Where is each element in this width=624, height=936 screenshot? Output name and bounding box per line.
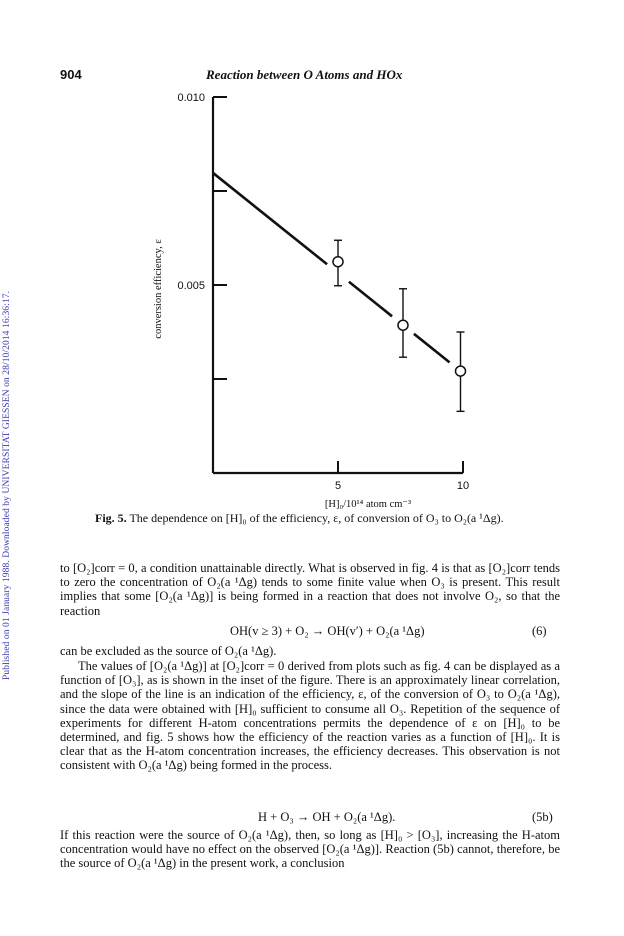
x-tick-label: 5 bbox=[334, 480, 342, 492]
figure-caption bbox=[95, 511, 504, 526]
paragraph-3: The values of [O₂(a ¹Δg)] at [O₂]corr = 0 derived from plots such as fig. 4 can be displayed as a function of [O₃], as is shown in the inset of the figure. There is an approximately linear correlation, and the slope of the line is an indication of the efficiency, ε, of the conversion of O₃ to O₂(a ¹Δg), since the data were obtained with [H]₀ sufficient to consume all O₃. Repetition of the sequence of experiments for different H-atom concentrations permits the dependence of ε on [H]₀ to be determined, and fig. 5 shows how the efficiency of the reaction varies as a function of [H]₀. It is clear that as the H-atom concentration increases, the efficiency decreases. This observation is not consistent with O₂(a ¹Δg) being formed in the process. bbox=[60, 659, 560, 773]
y-axis-title: conversion efficiency, ε bbox=[153, 239, 164, 339]
fit-line-segment bbox=[213, 173, 327, 264]
paragraph-4: If this reaction were the source of O₂(a ¹Δg), then, so long as [H]₀ > [O₃], increasing the H-atom concentration would have no effect on the observed [O₂(a ¹Δg)]. Reaction (5b) cannot, therefore, be the source of O₂(a ¹Δg) in the present work, a conclusion bbox=[60, 828, 560, 871]
running-head: Reaction between O Atoms and HOx bbox=[206, 67, 403, 82]
chart-marks bbox=[213, 173, 466, 411]
page-number: 904 bbox=[60, 67, 82, 82]
equation-6: OH(v ≥ 3) + O₂ → OH(v′) + O₂(a ¹Δg) bbox=[230, 624, 425, 638]
y-tick-label: 0.005 bbox=[177, 280, 205, 292]
fit-line-segment bbox=[349, 282, 392, 317]
y-tick-label: 0.010 bbox=[177, 92, 205, 104]
x-axis-title: [H]₀/10¹⁴ atom cm⁻³ bbox=[324, 499, 412, 510]
data-point bbox=[456, 366, 466, 376]
caption-label: Fig. 5. bbox=[95, 511, 127, 525]
equation-5b-number: (5b) bbox=[532, 810, 553, 824]
x-tick-label: 10 bbox=[456, 480, 470, 492]
caption-text: The dependence on [H]₀ of the efficiency, ε, of conversion of O₃ to O₂(a ¹Δg). bbox=[129, 511, 504, 525]
paragraph-1: to [O₂]corr = 0, a condition unattainable directly. What is observed in fig. 4 is that as [O₂]corr tends to zero the concentration of O₂(a ¹Δg) tends to some finite value when O₃ is present. This result implies that some [O₂(a ¹Δg)] is being formed in a reaction that does not involve O₂, so that the reaction bbox=[60, 561, 560, 618]
data-point bbox=[333, 257, 343, 267]
equation-6-number: (6) bbox=[532, 624, 547, 638]
chart-labels bbox=[153, 92, 469, 510]
equation-5b: H + O₃ → OH + O₂(a ¹Δg). bbox=[258, 810, 396, 824]
data-point bbox=[398, 320, 408, 330]
download-watermark: Published on 01 January 1988. Downloaded by UNIVERSITAT GIESSEN on 28/10/2014 16:36:17. bbox=[2, 290, 12, 680]
fit-line-segment bbox=[414, 334, 450, 363]
paragraph-2: can be excluded as the source of O₂(a ¹Δg). bbox=[60, 644, 277, 658]
